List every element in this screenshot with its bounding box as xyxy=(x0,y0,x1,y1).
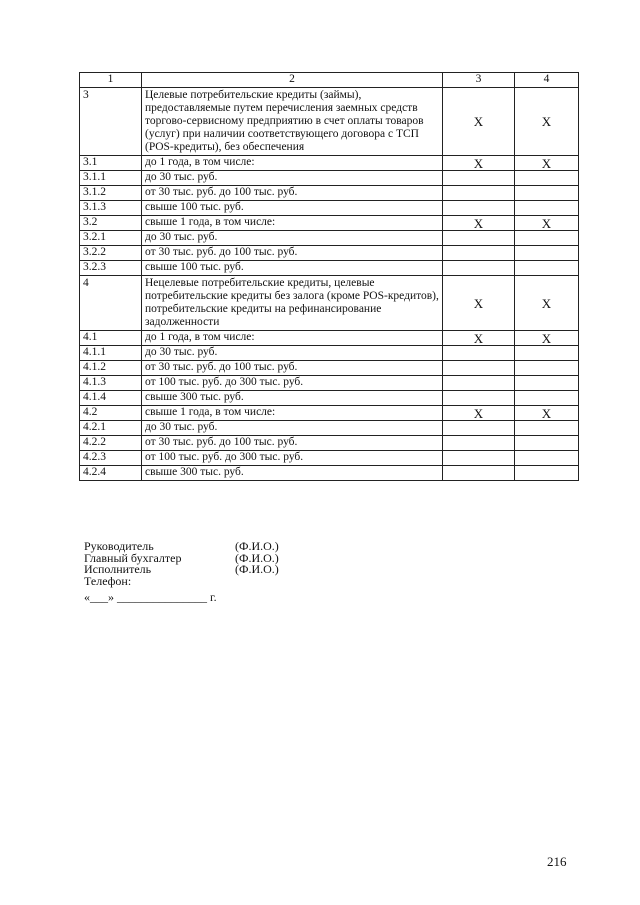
signature-role: Главный бухгалтер xyxy=(84,550,182,565)
table-row xyxy=(80,246,579,261)
table-row xyxy=(80,421,579,436)
row-number-cell: 4.2.4 xyxy=(80,466,142,481)
row-col3-cell xyxy=(443,436,515,451)
table-body xyxy=(80,73,579,481)
row-number-cell: 3.2.1 xyxy=(80,231,142,246)
signature-fio: (Ф.И.О.) xyxy=(235,562,279,576)
report-table xyxy=(79,72,579,481)
table-row xyxy=(80,331,579,346)
table-row xyxy=(80,466,579,481)
table-row xyxy=(80,391,579,406)
table-row xyxy=(80,436,579,451)
signature-fio: (Ф.И.О.) xyxy=(235,550,279,565)
row-col4-cell xyxy=(515,171,579,186)
table-row xyxy=(80,276,579,331)
row-description-cell: Нецелевые потребительские кредиты, целевые потребительские кредиты без залога (кроме POS-кредитов), потребительские кредиты на рефинансирование задолженности xyxy=(142,276,443,331)
row-col4-cell xyxy=(515,201,579,216)
page-number: 216 xyxy=(547,854,567,869)
row-col3-cell xyxy=(443,171,515,186)
row-col3-cell xyxy=(443,421,515,436)
row-col3-cell: Х xyxy=(443,156,515,171)
row-number-cell: 3.2.3 xyxy=(80,261,142,276)
row-number-cell: 4.1.2 xyxy=(80,361,142,376)
row-col4-cell xyxy=(515,436,579,451)
row-number-cell: 3.1.2 xyxy=(80,186,142,201)
row-number-cell: 4 xyxy=(80,276,142,331)
row-number-cell: 3.1.1 xyxy=(80,171,142,186)
row-col4-cell: Х xyxy=(515,88,579,156)
table-row xyxy=(80,451,579,466)
row-number-cell: 4.1.3 xyxy=(80,376,142,391)
row-col4-cell: Х xyxy=(515,276,579,331)
table-row xyxy=(80,171,579,186)
row-description-cell: свыше 300 тыс. руб. xyxy=(142,391,443,406)
row-col3-cell xyxy=(443,361,515,376)
row-number-cell: 4.1 xyxy=(80,331,142,346)
row-number-cell: 4.2.1 xyxy=(80,421,142,436)
header-col-3: 3 xyxy=(443,73,515,88)
row-description-cell: от 30 тыс. руб. до 100 тыс. руб. xyxy=(142,186,443,201)
row-description-cell: свыше 100 тыс. руб. xyxy=(142,201,443,216)
row-col3-cell xyxy=(443,186,515,201)
row-description-cell: до 30 тыс. руб. xyxy=(142,346,443,361)
row-col4-cell: Х xyxy=(515,406,579,421)
row-number-cell: 3.1.3 xyxy=(80,201,142,216)
row-col3-cell xyxy=(443,261,515,276)
row-col3-cell xyxy=(443,466,515,481)
table-row xyxy=(80,376,579,391)
row-col4-cell xyxy=(515,186,579,201)
header-col-4: 4 xyxy=(515,73,579,88)
row-description-cell: Целевые потребительские кредиты (займы), предоставляемые путем перечисления заемных средств торгово-сервисному предприятию в счет оплаты товаров (услуг) при наличии соответствующего договора с ТСП (POS-кредиты), без обеспечения xyxy=(142,88,443,156)
table-row xyxy=(80,261,579,276)
row-description-cell: свыше 1 года, в том числе: xyxy=(142,406,443,421)
row-col3-cell xyxy=(443,246,515,261)
row-col3-cell xyxy=(443,346,515,361)
row-description-cell: от 100 тыс. руб. до 300 тыс. руб. xyxy=(142,376,443,391)
row-col3-cell: Х xyxy=(443,276,515,331)
row-col4-cell: Х xyxy=(515,156,579,171)
row-col3-cell xyxy=(443,451,515,466)
row-col4-cell xyxy=(515,346,579,361)
row-col3-cell: Х xyxy=(443,88,515,156)
row-col4-cell xyxy=(515,421,579,436)
date-line: «___» _______________ г. xyxy=(84,590,217,604)
table-row xyxy=(80,406,579,421)
row-col4-cell: Х xyxy=(515,216,579,231)
table-row xyxy=(80,231,579,246)
table-header-row xyxy=(80,73,579,88)
row-col3-cell: Х xyxy=(443,216,515,231)
row-description-cell: до 1 года, в том числе: xyxy=(142,331,443,346)
table-row xyxy=(80,346,579,361)
row-col4-cell: Х xyxy=(515,331,579,346)
row-col4-cell xyxy=(515,451,579,466)
row-col4-cell xyxy=(515,391,579,406)
header-col-1: 1 xyxy=(80,73,142,88)
row-number-cell: 4.2.2 xyxy=(80,436,142,451)
row-col3-cell xyxy=(443,376,515,391)
row-number-cell: 4.2.3 xyxy=(80,451,142,466)
row-col3-cell xyxy=(443,231,515,246)
header-col-2: 2 xyxy=(142,73,443,88)
row-description-cell: свыше 1 года, в том числе: xyxy=(142,216,443,231)
row-number-cell: 3.1 xyxy=(80,156,142,171)
row-number-cell: 3.2 xyxy=(80,216,142,231)
row-col4-cell xyxy=(515,466,579,481)
row-description-cell: от 30 тыс. руб. до 100 тыс. руб. xyxy=(142,436,443,451)
row-number-cell: 3.2.2 xyxy=(80,246,142,261)
row-description-cell: от 30 тыс. руб. до 100 тыс. руб. xyxy=(142,246,443,261)
row-col4-cell xyxy=(515,246,579,261)
row-col3-cell xyxy=(443,391,515,406)
table-row xyxy=(80,361,579,376)
row-number-cell: 4.1.1 xyxy=(80,346,142,361)
row-number-cell: 4.1.4 xyxy=(80,391,142,406)
row-description-cell: свыше 300 тыс. руб. xyxy=(142,466,443,481)
row-description-cell: от 100 тыс. руб. до 300 тыс. руб. xyxy=(142,451,443,466)
row-col4-cell xyxy=(515,261,579,276)
signature-fio: (Ф.И.О.) xyxy=(235,539,279,553)
row-number-cell: 3 xyxy=(80,88,142,156)
row-col4-cell xyxy=(515,231,579,246)
table-row xyxy=(80,216,579,231)
row-col4-cell xyxy=(515,361,579,376)
table-row xyxy=(80,201,579,216)
table-row xyxy=(80,186,579,201)
row-col3-cell: Х xyxy=(443,406,515,421)
table-row xyxy=(80,88,579,156)
row-number-cell: 4.2 xyxy=(80,406,142,421)
row-description-cell: до 30 тыс. руб. xyxy=(142,171,443,186)
row-description-cell: до 1 года, в том числе: xyxy=(142,156,443,171)
row-description-cell: до 30 тыс. руб. xyxy=(142,231,443,246)
signature-role: Телефон: xyxy=(84,573,132,588)
signature-role: Исполнитель xyxy=(84,562,152,576)
row-col3-cell: Х xyxy=(443,331,515,346)
table-row xyxy=(80,156,579,171)
row-description-cell: до 30 тыс. руб. xyxy=(142,421,443,436)
row-description-cell: от 30 тыс. руб. до 100 тыс. руб. xyxy=(142,361,443,376)
signature-role: Руководитель xyxy=(84,539,154,553)
row-col4-cell xyxy=(515,376,579,391)
row-description-cell: свыше 100 тыс. руб. xyxy=(142,261,443,276)
row-col3-cell xyxy=(443,201,515,216)
